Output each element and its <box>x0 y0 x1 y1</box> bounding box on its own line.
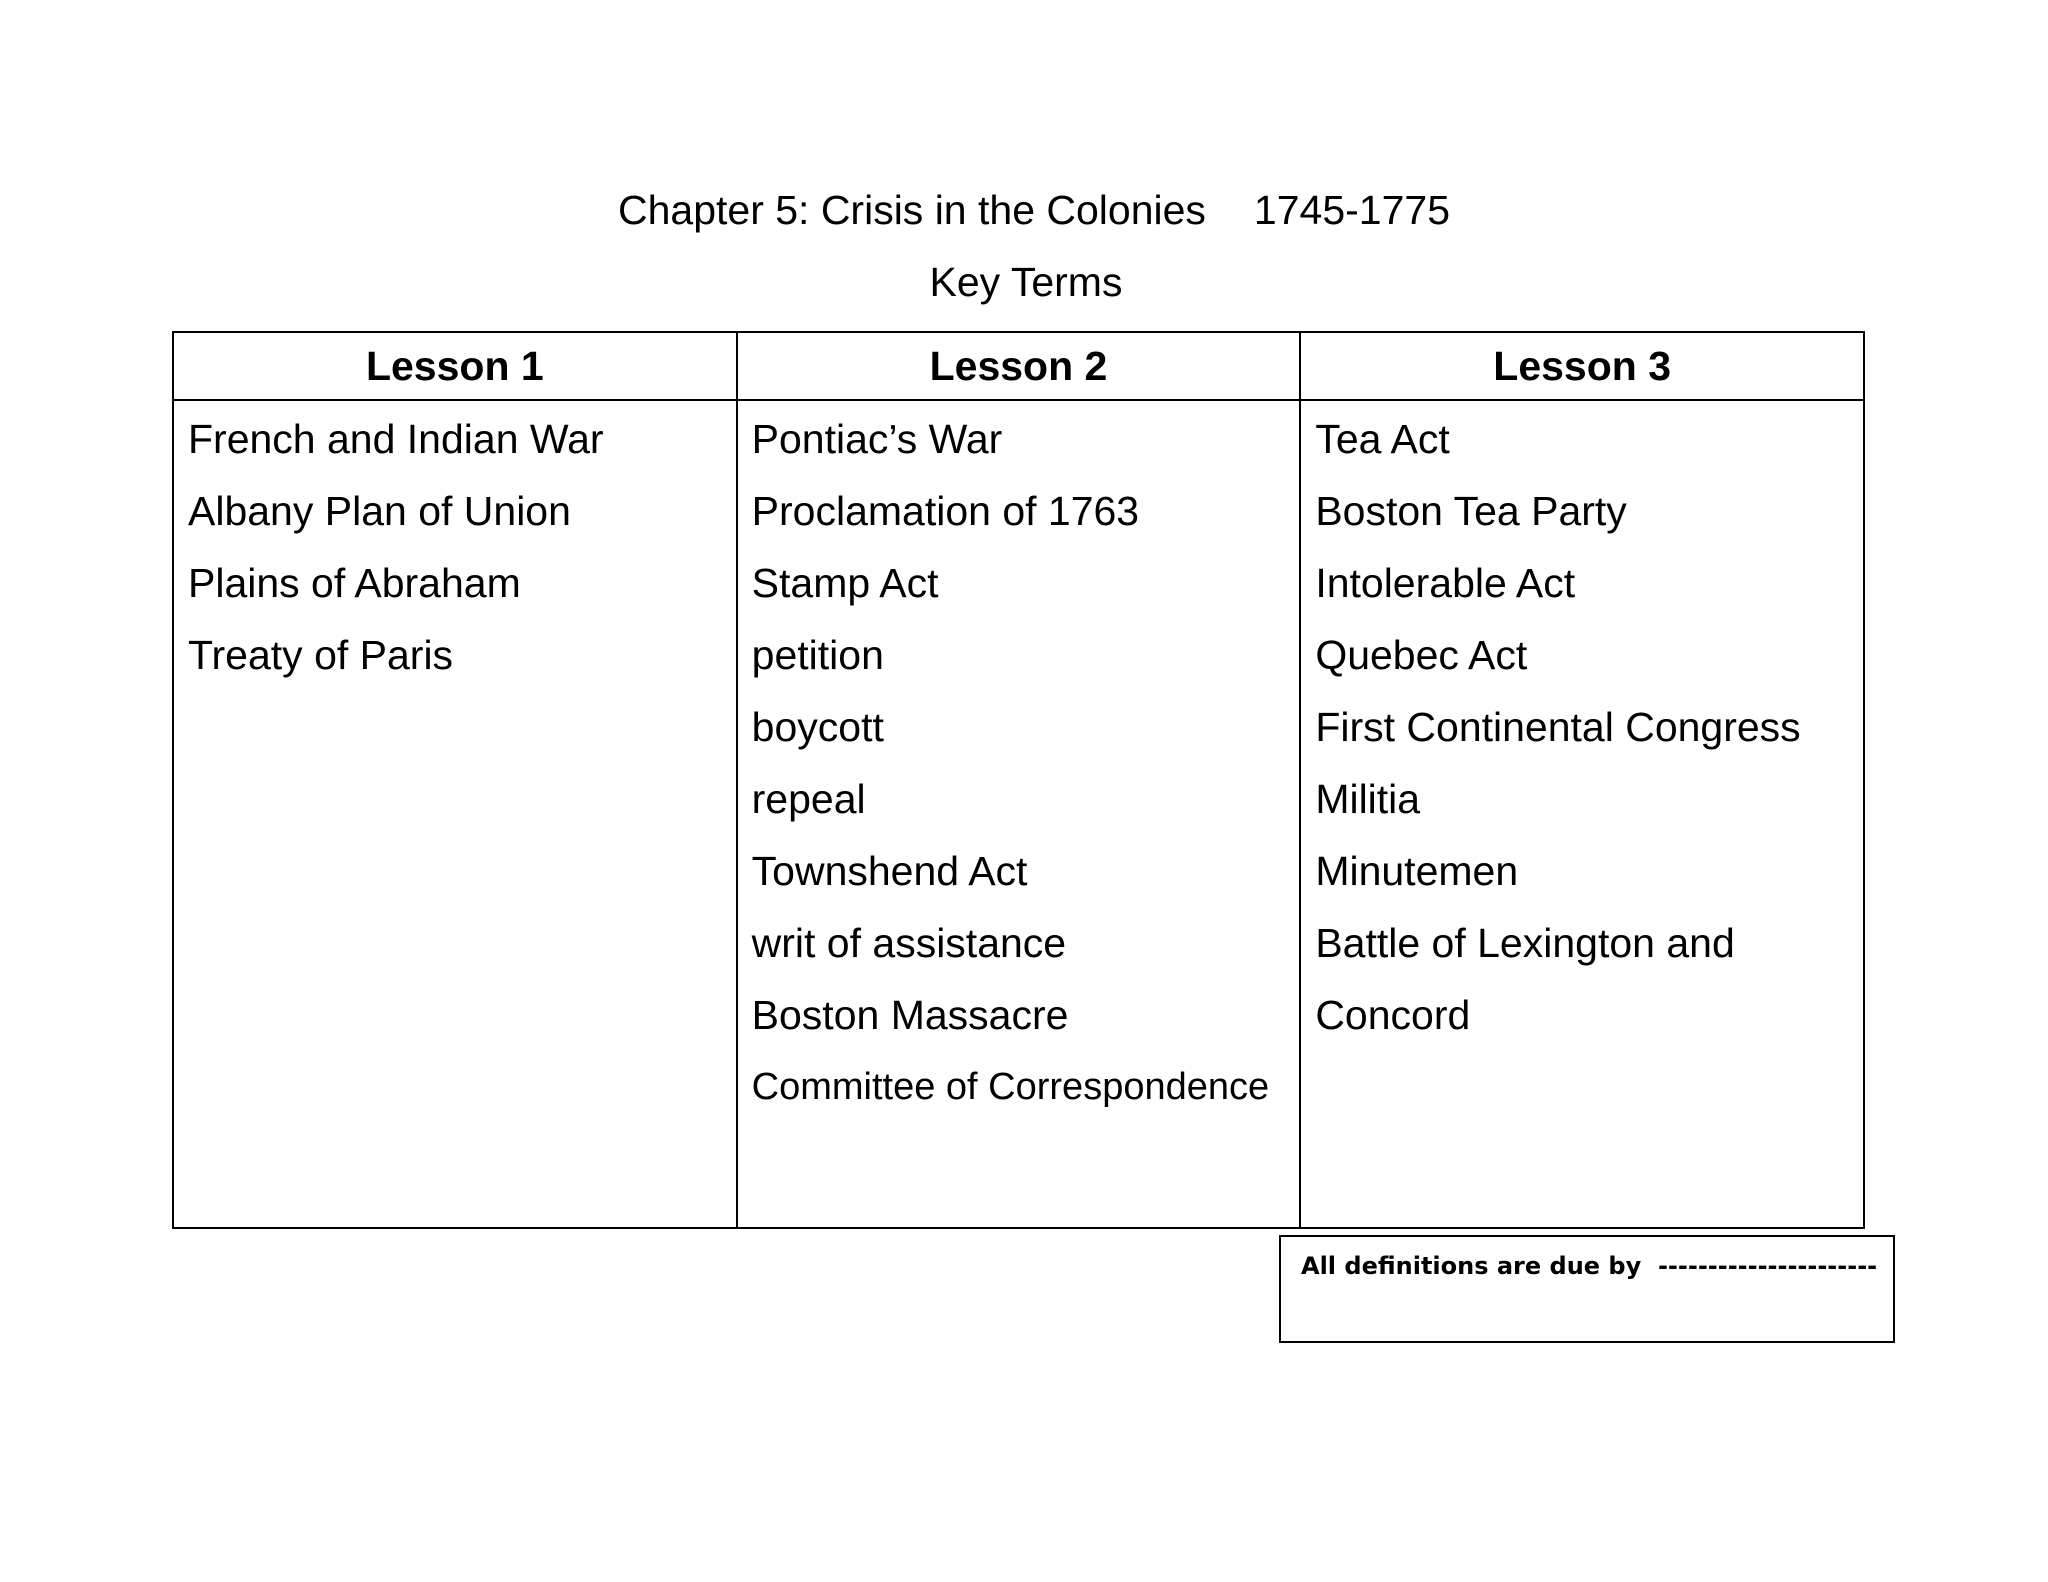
list-item: Townshend Act <box>751 848 1028 894</box>
chapter-title: Chapter 5: Crisis in the Colonies <box>617 187 1206 233</box>
list-item: writ of assistance <box>751 920 1067 966</box>
list-item: Concord <box>1315 992 1471 1038</box>
list-item: Boston Massacre <box>751 992 1069 1038</box>
lesson-2-cell <box>737 400 1301 1228</box>
table-header-row <box>173 332 1864 400</box>
chapter-years: 1745-1775 <box>1253 187 1450 233</box>
column-heading-lesson-2: Lesson 2 <box>737 332 1301 400</box>
lesson-2-term-list <box>752 403 1286 1123</box>
list-item: petition <box>751 632 884 678</box>
key-terms-table <box>172 331 1865 1229</box>
due-date-label: All definitions are due by <box>1301 1252 1642 1280</box>
list-item: Minutemen <box>1315 848 1519 894</box>
due-date-blank: ---------------------- <box>1657 1252 1878 1280</box>
list-item: Intolerable Act <box>1315 560 1576 606</box>
lesson-3-cell <box>1300 400 1864 1228</box>
lesson-1-cell <box>173 400 737 1228</box>
column-heading-lesson-3: Lesson 3 <box>1300 332 1864 400</box>
page-title <box>0 186 2048 234</box>
list-item: Committee of Correspondence <box>751 1066 1270 1108</box>
list-item: French and Indian War <box>188 416 604 462</box>
list-item: Battle of Lexington and <box>1315 920 1735 966</box>
list-item: boycott <box>751 704 884 750</box>
lesson-3-term-list <box>1315 403 1849 1051</box>
column-heading-lesson-1: Lesson 1 <box>173 332 737 400</box>
due-date-box <box>1279 1235 1895 1343</box>
list-item: repeal <box>751 776 866 822</box>
lesson-1-term-list <box>188 403 722 691</box>
table-row <box>173 400 1864 1228</box>
list-item: Militia <box>1315 776 1421 822</box>
list-item: First Continental Congress <box>1315 704 1801 750</box>
list-item: Proclamation of 1763 <box>751 488 1140 534</box>
page-subtitle: Key Terms <box>929 259 1123 305</box>
list-item: Pontiac’s War <box>751 416 1003 462</box>
list-item: Tea Act <box>1315 416 1450 462</box>
list-item: Treaty of Paris <box>188 632 454 678</box>
list-item: Stamp Act <box>751 560 939 606</box>
list-item: Plains of Abraham <box>188 560 521 606</box>
list-item: Boston Tea Party <box>1315 488 1627 534</box>
list-item: Albany Plan of Union <box>188 488 571 534</box>
list-item: Quebec Act <box>1315 632 1528 678</box>
